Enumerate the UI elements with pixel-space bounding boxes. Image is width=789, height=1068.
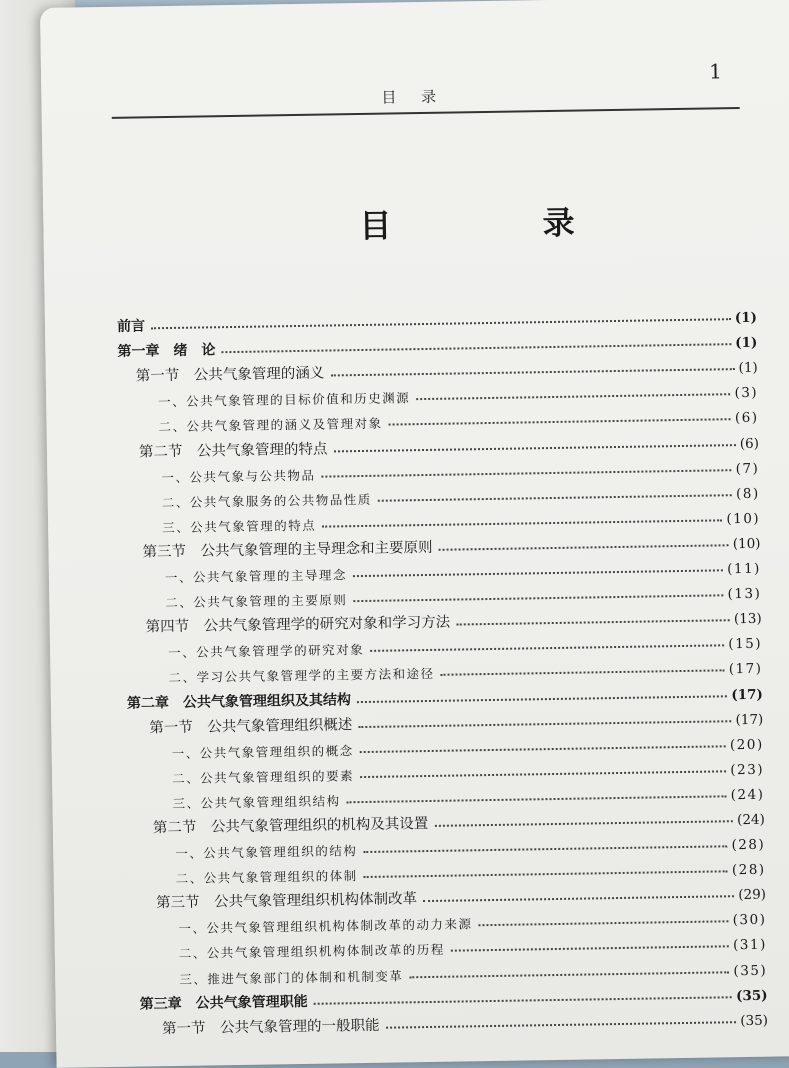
- toc-entry-page: (1): [735, 334, 758, 352]
- toc-entry-page: (30): [732, 912, 767, 929]
- dot-leader: [360, 745, 726, 753]
- dot-leader: [439, 544, 729, 551]
- toc-entry-page: (23): [730, 761, 765, 779]
- toc-entry-page: (24): [736, 811, 765, 829]
- toc-entry-label: 二、公共气象管理组织的体制: [175, 868, 358, 887]
- toc-entry-label: 二、公共气象管理组织的要素: [171, 767, 355, 786]
- toc-entry-label: 二、公共气象管理组织机构体制改革的历程: [178, 942, 445, 962]
- toc-entry-page: (10): [726, 510, 761, 528]
- toc-entry-label: 一、公共气象管理组织的概念: [171, 742, 354, 761]
- dot-leader: [389, 419, 731, 426]
- toc-entry-label: 第一章 绪 论: [117, 342, 216, 361]
- toc-entry-page: (35): [735, 987, 768, 1004]
- toc-entry-page: (11): [727, 560, 762, 578]
- toc-entry-page: (35): [740, 1012, 769, 1029]
- dot-leader: [409, 971, 729, 978]
- dot-leader: [364, 870, 728, 878]
- dot-leader: [386, 1021, 737, 1029]
- dot-leader: [363, 845, 727, 853]
- dot-leader: [314, 996, 732, 1005]
- toc-entry-label: 第三节 公共气象管理的主导理念和主要原则: [142, 539, 433, 561]
- toc-entry-label: 一、公共气象管理学的研究对象: [168, 642, 365, 661]
- toc-entry-page: (35): [733, 962, 768, 979]
- dot-leader: [451, 946, 729, 952]
- page-title: 目 录: [359, 202, 645, 246]
- toc-entry-page: (13): [727, 585, 762, 603]
- toc-entry-label: 一、公共气象管理组织的结构: [175, 843, 358, 862]
- toc-entry-label: 第三章 公共气象管理职能: [139, 993, 308, 1013]
- toc-entry-page: (3): [734, 385, 759, 402]
- toc-entry-page: (1): [738, 360, 758, 377]
- toc-entry-page: (24): [730, 786, 765, 804]
- toc-entry-label: 前言: [116, 318, 146, 335]
- toc-entry-page: (20): [729, 736, 764, 753]
- dot-leader: [333, 444, 735, 452]
- header-rule: [112, 107, 740, 119]
- toc-entry-label: 二、公共气象服务的公共物品性质: [161, 491, 372, 510]
- dot-leader: [353, 569, 723, 577]
- toc-entry-label: 二、公共气象管理的主要原则: [165, 592, 348, 611]
- dot-leader: [434, 820, 733, 827]
- toc-entry-label: 第一节 公共气象管理的涵义: [135, 365, 325, 385]
- dot-leader: [322, 519, 722, 527]
- dot-leader: [360, 770, 726, 778]
- toc-entry-page: (31): [732, 937, 767, 954]
- dot-leader: [456, 619, 730, 625]
- toc-entry-label: 第一节 公共气象管理组织概述: [149, 716, 353, 736]
- toc-entry-page: (17): [728, 661, 763, 678]
- dot-leader: [321, 469, 731, 477]
- dot-leader: [370, 645, 724, 653]
- toc-entry-page: (13): [733, 610, 762, 628]
- toc-entry-label: 一、公共气象管理的目标价值和历史渊源: [158, 390, 411, 410]
- dot-leader: [357, 695, 727, 703]
- toc-entry-label: 一、公共气象与公共物品: [161, 467, 316, 485]
- toc-entry-label: 三、推进气象部门的体制和机制变革: [179, 967, 404, 987]
- toc-entry-label: 第一节 公共气象管理的一般职能: [161, 1017, 380, 1037]
- dot-leader: [378, 494, 732, 502]
- toc-entry-page: (28): [731, 836, 766, 854]
- toc-entry-page: (17): [731, 686, 763, 703]
- page-number: 1: [708, 59, 723, 84]
- toc-entry-page: (17): [735, 711, 764, 728]
- toc-entry-page: (8): [735, 485, 760, 502]
- toc-entry-page: (29): [738, 886, 767, 904]
- toc-entry-page: (10): [732, 535, 761, 553]
- toc-entry-label: 三、公共气象管理组织结构: [172, 793, 341, 811]
- toc-entry-label: 第三节 公共气象管理组织机构体制改革: [155, 891, 418, 912]
- dot-leader: [416, 394, 730, 401]
- toc-entry-label: 第四节 公共气象管理学的研究对象和学习方法: [145, 614, 451, 636]
- toc-entry-label: 第二章 公共气象管理组织及其结构: [126, 691, 352, 712]
- toc-entry-label: 三、公共气象管理的特点: [162, 517, 317, 535]
- toc-entry-label: 二、公共气象管理的涵义及管理对象: [158, 416, 383, 435]
- dot-leader: [478, 921, 728, 927]
- dot-leader: [441, 670, 725, 676]
- toc-entry-page: (7): [735, 460, 760, 477]
- toc-entry-page: (1): [734, 309, 758, 327]
- toc-entry-label: 第二节 公共气象管理的特点: [138, 441, 328, 461]
- toc-entry-page: (15): [728, 636, 763, 653]
- dot-leader: [423, 895, 734, 902]
- toc-entry-label: 第二节 公共气象管理组织的机构及其设置: [152, 815, 429, 837]
- running-header: 目 录: [381, 87, 447, 107]
- toc-entry-label: 一、公共气象管理的主导理念: [164, 567, 348, 586]
- toc-entry-page: (6): [739, 435, 760, 452]
- dot-leader: [330, 368, 734, 376]
- book-page: [40, 0, 789, 1068]
- dot-leader: [353, 594, 723, 602]
- toc-entry-label: 二、学习公共气象管理学的主要方法和途径: [168, 666, 435, 686]
- toc-entry-label: 一、公共气象管理组织机构体制改革的动力来源: [178, 916, 473, 937]
- dot-leader: [358, 720, 731, 728]
- toc-entry-page: (28): [731, 861, 766, 879]
- dot-leader: [347, 795, 727, 803]
- toc-entry-page: (6): [734, 410, 759, 427]
- table-of-contents: [117, 301, 768, 1039]
